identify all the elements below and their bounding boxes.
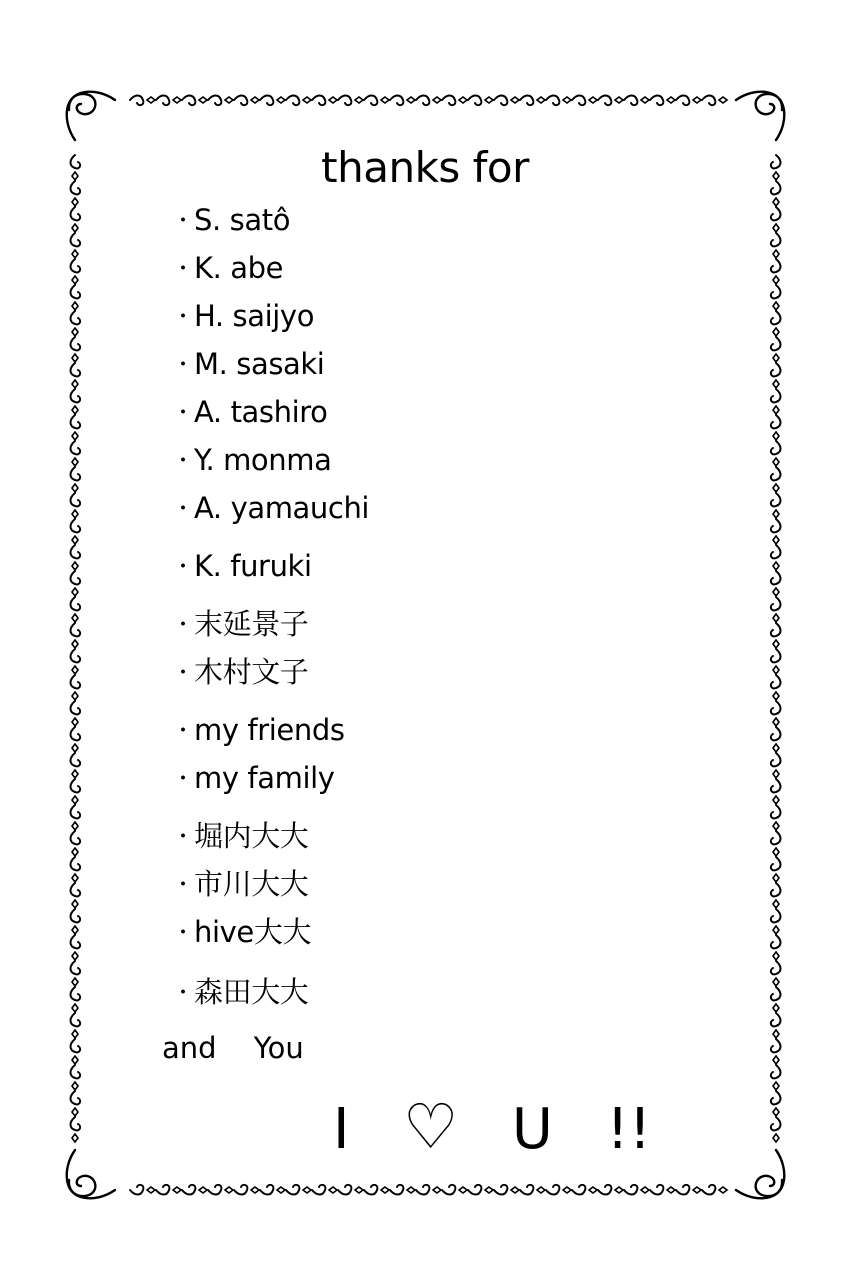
- list-item: [172, 298, 314, 336]
- list-item: [172, 394, 327, 432]
- list-item-label: my family: [194, 761, 335, 795]
- i-love-you-line: [333, 1092, 651, 1165]
- bullet-icon: ・: [172, 401, 194, 426]
- list-item: [172, 914, 311, 952]
- list-item-label: 森田大大: [194, 975, 309, 1009]
- list-item-label: K. abe: [194, 251, 284, 285]
- list-item-label: S. satô: [194, 203, 291, 237]
- list-item: [172, 818, 308, 856]
- list-item: [172, 606, 308, 644]
- bullet-icon: ・: [172, 767, 194, 792]
- list-item: [172, 654, 308, 692]
- list-item-label: 市川大大: [194, 867, 309, 901]
- letter-u: U: [511, 1097, 553, 1162]
- bullet-icon: ・: [172, 449, 194, 474]
- bullet-icon: ・: [172, 873, 194, 898]
- list-item: [172, 202, 290, 240]
- bullet-icon: ・: [172, 305, 194, 330]
- bullet-icon: ・: [172, 719, 194, 744]
- list-item: [172, 490, 369, 528]
- list-item: [172, 866, 308, 904]
- list-item: [172, 442, 331, 480]
- page-title: thanks for: [321, 143, 529, 192]
- list-item-label: M. sasaki: [194, 347, 325, 381]
- list-item-label: K. furuki: [194, 549, 312, 583]
- bullet-icon: ・: [172, 921, 194, 946]
- heart-icon: ♡: [402, 1090, 459, 1163]
- bullet-icon: ・: [172, 497, 194, 522]
- list-item-label: hive大大: [194, 915, 312, 949]
- list-item-label: 木村文子: [194, 655, 309, 689]
- bullet-icon: ・: [172, 257, 194, 282]
- bullet-icon: ・: [172, 981, 194, 1006]
- bullet-icon: ・: [172, 661, 194, 686]
- list-item-label: H. saijyo: [194, 299, 315, 333]
- bullet-icon: ・: [172, 825, 194, 850]
- list-item-label: 末延景子: [194, 607, 309, 641]
- list-item: [172, 760, 335, 798]
- list-item: [172, 712, 345, 750]
- bullet-icon: ・: [172, 209, 194, 234]
- list-item-label: 堀内大大: [194, 819, 309, 853]
- bullet-icon: ・: [172, 555, 194, 580]
- list-item: [172, 974, 308, 1012]
- list-item-label: my friends: [194, 713, 345, 747]
- bullet-icon: ・: [172, 353, 194, 378]
- exclamation-marks: !!: [606, 1097, 652, 1162]
- list-item: [172, 250, 283, 288]
- list-item-label: A. tashiro: [194, 395, 328, 429]
- list-item-label: Y. monma: [194, 443, 332, 477]
- list-item: [172, 346, 324, 384]
- letter-i: I: [333, 1097, 350, 1162]
- list-item: [172, 548, 312, 586]
- list-item-label: A. yamauchi: [194, 491, 370, 525]
- bullet-icon: ・: [172, 613, 194, 638]
- closing-line: and You: [162, 1031, 304, 1065]
